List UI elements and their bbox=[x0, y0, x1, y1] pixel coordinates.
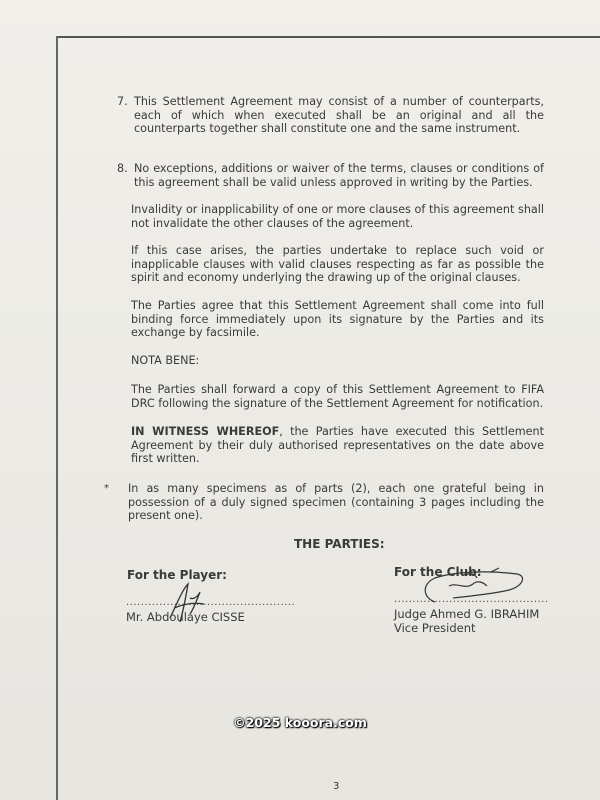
nota-bene-heading: NOTA BENE: bbox=[131, 354, 200, 367]
parties-heading: THE PARTIES: bbox=[294, 537, 385, 551]
page-number: 3 bbox=[333, 781, 340, 792]
club-signature-line: .......................................... bbox=[394, 594, 549, 605]
clause-8-number: 8. bbox=[117, 162, 128, 175]
watermark: ©2025 kooora.com bbox=[233, 715, 367, 730]
witness-rest: , the Parties have executed this Settlement Agreement by their duly authorised representatives on the date above first written. bbox=[131, 425, 544, 466]
player-label: For the Player: bbox=[127, 568, 227, 582]
witness-lead: IN WITNESS WHEREOF bbox=[131, 425, 280, 438]
clause-7-number: 7. bbox=[117, 95, 128, 108]
player-name: Mr. Abdoulaye CISSE bbox=[126, 610, 245, 624]
forward-copy-paragraph: The Parties shall forward a copy of this Settlement Agreement to FIFA DRC following the signature of the Settlement Agreement for notification. bbox=[131, 383, 544, 410]
specimens-paragraph: In as many specimens as of parts (2), each one grateful being in possession of a duly signed specimen (containing 3 pages including the present one). bbox=[128, 482, 544, 523]
specimens-bullet: * bbox=[104, 483, 109, 494]
invalidity-paragraph: Invalidity or inapplicability of one or more clauses of this agreement shall not invalidate the other clauses of the agreement. bbox=[131, 203, 544, 230]
witness-paragraph bbox=[131, 425, 544, 466]
case-arises-paragraph: If this case arises, the parties undertake to replace such void or inapplicable clauses with valid clauses respecting as far as possible the spirit and economy underlying the drawing up of the original clauses. bbox=[131, 244, 544, 285]
player-signature bbox=[150, 578, 220, 628]
club-signatory-name: Judge Ahmed G. IBRAHIM bbox=[394, 607, 540, 621]
clause-8-text: No exceptions, additions or waiver of the terms, clauses or conditions of this agreement shall be valid unless approved in writing by the Parties. bbox=[134, 162, 544, 189]
top-border-line bbox=[56, 36, 600, 38]
left-border-line bbox=[56, 36, 58, 800]
binding-force-paragraph: The Parties agree that this Settlement Agreement shall come into full binding force immediately upon its signature by the Parties and its exchange by facsimile. bbox=[131, 299, 544, 340]
club-signature bbox=[405, 562, 535, 612]
club-signatory-title: Vice President bbox=[394, 621, 476, 635]
clause-7-text: This Settlement Agreement may consist of a number of counterparts, each of which when executed shall be an original and all the counterparts together shall constitute one and the same instrument. bbox=[134, 95, 544, 136]
club-label: For the Club: bbox=[394, 565, 482, 579]
player-signature-line: .............................................. bbox=[126, 597, 296, 608]
